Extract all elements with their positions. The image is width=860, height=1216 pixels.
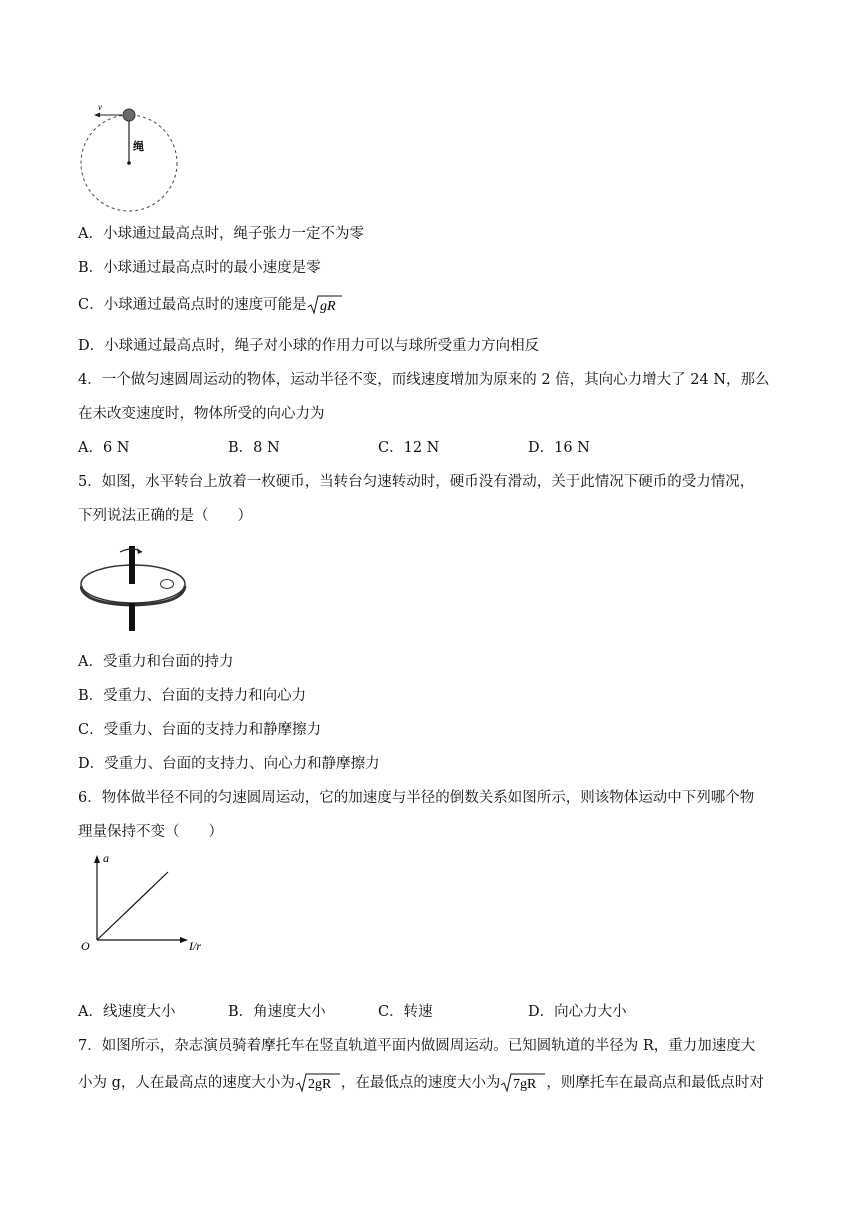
x-axis-label: I/r: [189, 939, 201, 953]
sqrt-2gR: [295, 1072, 341, 1094]
q6-option-c: C．转速: [378, 1004, 433, 1020]
q4-stem-line1: 4．一个做匀速圆周运动的物体，运动半径不变，而线速度增加为原来的 2 倍，其向心力增大了 24 N，那么: [78, 372, 770, 388]
q4-option-d: D．16 N: [528, 440, 590, 456]
velocity-label: v: [98, 102, 102, 112]
q4-option-c: C．12 N: [378, 440, 440, 456]
q5-option-d: D．受重力、台面的支持力、向心力和静摩擦力: [78, 756, 380, 772]
q6-option-a: A．线速度大小: [78, 1004, 176, 1020]
q4-option-a: A．6 N: [78, 440, 130, 456]
rope-circle-figure: [78, 96, 188, 220]
turntable-figure: [80, 540, 192, 632]
origin-label: O: [81, 939, 90, 953]
q3-option-c: [78, 294, 343, 316]
rope-label: 绳: [133, 140, 144, 153]
q6-option-b: B．角速度大小: [228, 1004, 326, 1020]
svg-text:2gR: 2gR: [307, 1077, 332, 1092]
q7-line2-a: 小为 g，人在最高点的速度大小为: [78, 1075, 295, 1091]
q4-option-b: B．8 N: [228, 440, 280, 456]
q7-line1: 7．如图所示，杂志演员骑着摩托车在竖直轨道平面内做圆周运动。已知圆轨道的半径为 R，重力加速度大: [78, 1038, 756, 1054]
q3-option-d: D．小球通过最高点时，绳子对小球的作用力可以与球所受重力方向相反: [78, 338, 540, 354]
sqrt-gR: [307, 294, 343, 316]
a-vs-inverse-r-graph: [78, 852, 218, 956]
sqrt-7gR: [500, 1072, 546, 1094]
q7-line2-b: ，在最低点的速度大小为: [340, 1075, 501, 1091]
q5-stem-line2: 下列说法正确的是（ ）: [78, 508, 252, 524]
svg-text:gR: gR: [319, 299, 336, 314]
q3-option-b: B．小球通过最高点时的最小速度是零: [78, 260, 321, 276]
q7-line2: [78, 1072, 764, 1094]
q3-option-a: A．小球通过最高点时，绳子张力一定不为零: [78, 226, 364, 242]
q5-option-a: A．受重力和台面的持力: [78, 654, 234, 670]
q6-option-d: D．向心力大小: [528, 1004, 627, 1020]
q3-option-c-text: C．小球通过最高点时的速度可能是: [78, 297, 307, 313]
q6-stem-line1: 6．物体做半径不同的匀速圆周运动，它的加速度与半径的倒数关系如图所示，则该物体运动中下列哪个物: [78, 790, 755, 806]
y-axis-label: a: [103, 852, 109, 865]
q7-line2-c: ，则摩托车在最高点和最低点时对: [546, 1075, 764, 1091]
q5-option-c: C．受重力、台面的支持力和静摩擦力: [78, 722, 322, 738]
q5-option-b: B．受重力、台面的支持力和向心力: [78, 688, 307, 704]
svg-text:7gR: 7gR: [513, 1077, 537, 1092]
q6-stem-line2: 理量保持不变（ ）: [78, 824, 223, 840]
q4-stem-line2: 在未改变速度时，物体所受的向心力为: [78, 406, 325, 422]
q5-stem-line1: 5．如图，水平转台上放着一枚硬币，当转台匀速转动时，硬币没有滑动，关于此情况下硬币的受力情况，: [78, 474, 755, 490]
